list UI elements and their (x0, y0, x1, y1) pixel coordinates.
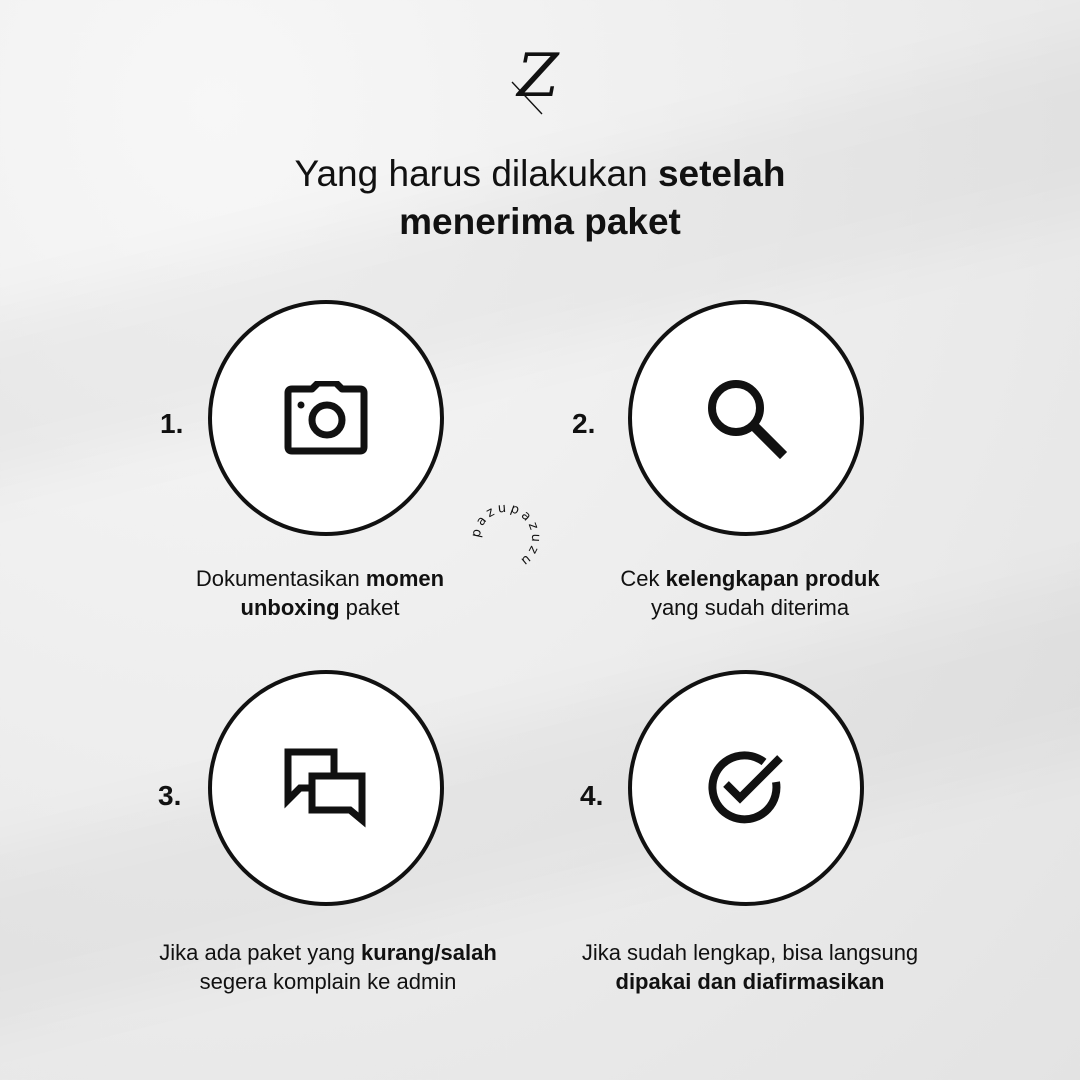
step-caption: Cek kelengkapan produk yang sudah diterima (620, 566, 880, 620)
step-circle (628, 300, 864, 536)
step-caption: Dokumentasikan momen unboxing paket (195, 566, 445, 620)
step-number: 4. (580, 780, 604, 811)
search-icon (704, 376, 788, 460)
step-circle (208, 300, 444, 536)
step-number: 1. (160, 408, 184, 439)
step-caption: Jika sudah lengkap, bisa langsung dipakai dan diafirmasikan (581, 940, 919, 994)
step-circle (628, 670, 864, 906)
svg-text:Z: Z (517, 41, 559, 111)
svg-text:pazupazuzu: pazupazuzu (468, 500, 544, 571)
step-caption: Jika ada paket yang kurang/salah segera komplain ke admin (159, 940, 497, 994)
chat-bubbles-icon (284, 748, 368, 828)
check-circle-icon (704, 746, 788, 830)
page-title: Yang harus dilakukan setelah menerima paket (294, 153, 786, 242)
brand-logo (508, 40, 576, 118)
step-number: 2. (572, 408, 596, 439)
camera-icon (284, 381, 368, 455)
brand-stamp (466, 498, 546, 578)
step-circle (208, 670, 444, 906)
step-number: 3. (158, 780, 182, 811)
